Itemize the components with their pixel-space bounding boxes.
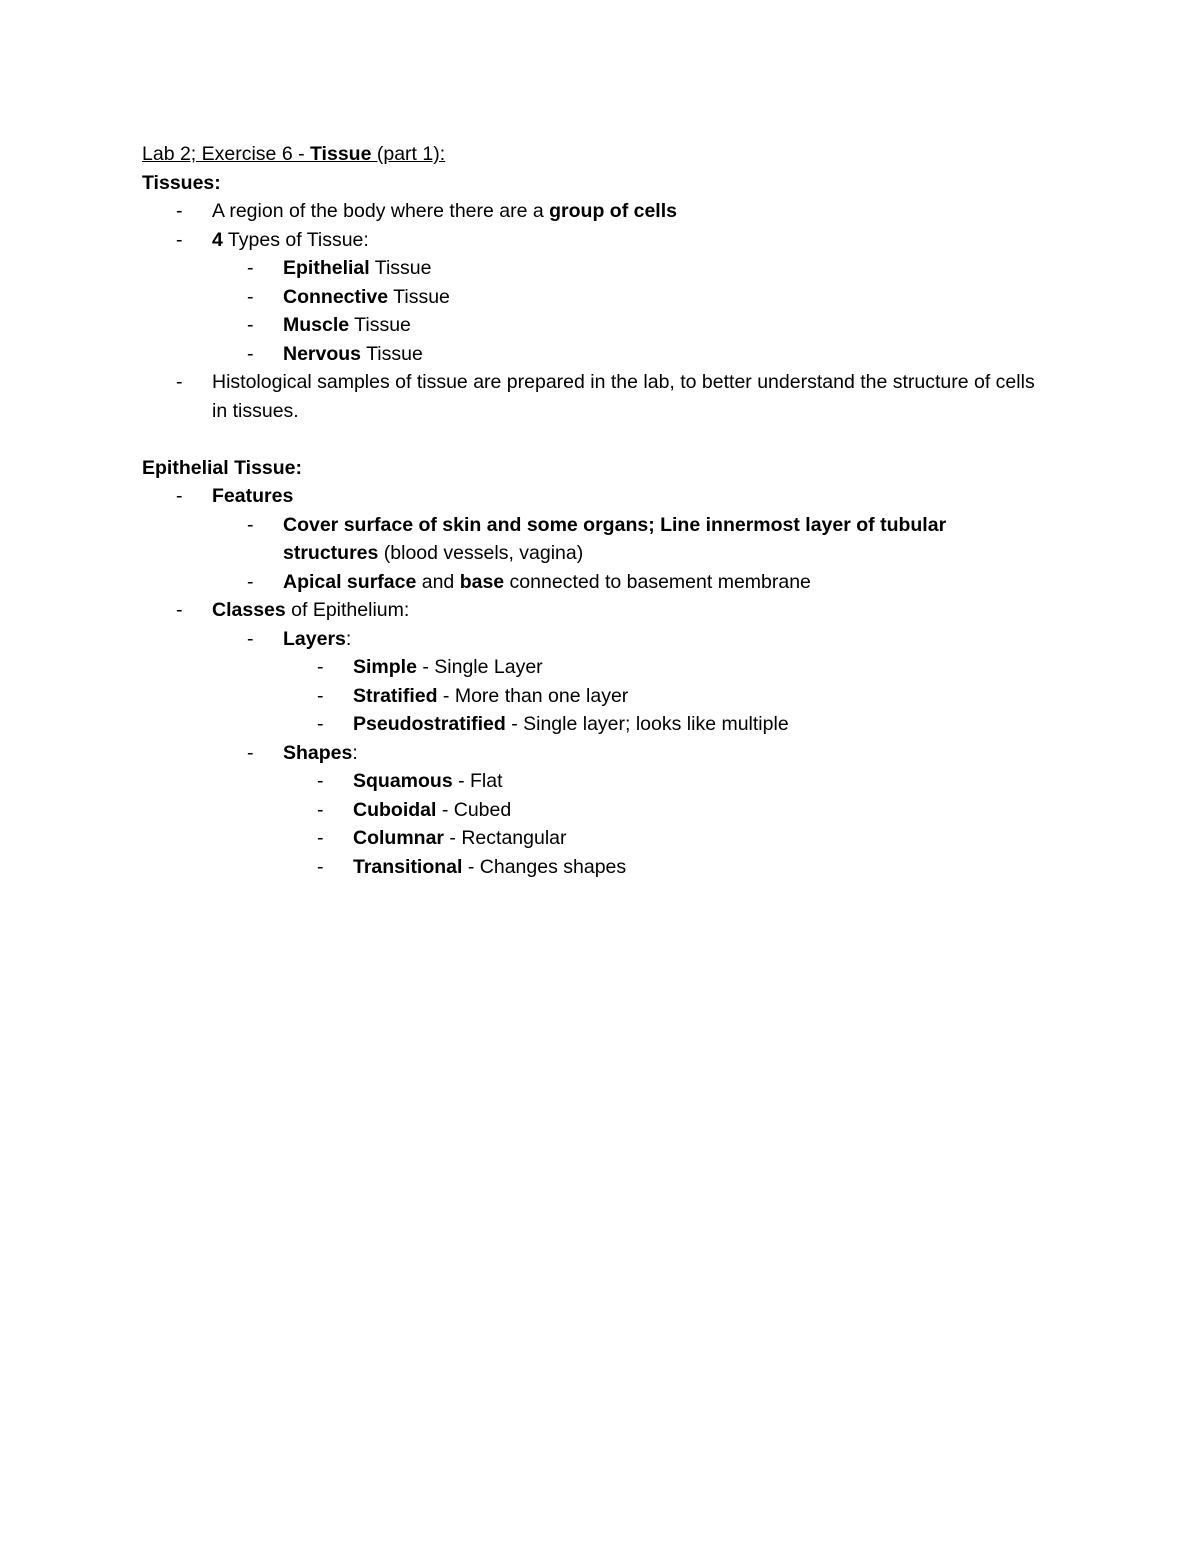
shape-name: Cuboidal [353,798,437,821]
list-item-histological [142,368,1052,425]
tissue-type-name: Nervous [283,342,362,365]
list-item-cover [142,511,1023,568]
base-bold: base [459,570,505,593]
list-item-classes [142,596,1062,625]
cover-text: (blood vessels, vagina) [378,542,584,564]
bullet-dash: - [317,827,324,849]
bullet-dash: - [247,285,254,308]
layer-name: Stratified [353,684,438,707]
title-suffix: (part 1): [371,143,446,165]
list-item-shape [142,853,1062,882]
bullet-dash: - [317,798,324,821]
features-label: Features [212,485,294,507]
cover-bold: Cover surface of skin and some organs; Line innermost layer of tubular structures [283,513,947,564]
tissue-type-name: Muscle [283,314,350,336]
list-item-shape [142,796,1062,825]
shape-name: Transitional [353,855,463,878]
shape-name: Squamous [353,770,453,792]
list-item-shape [142,824,1062,853]
apical-mid: and [416,570,460,593]
list-item-region [142,197,1062,226]
bullet-dash: - [317,855,324,878]
apical-end: connected to basement membrane [504,570,811,593]
shapes-colon: : [352,741,358,764]
document-body [142,140,1062,881]
list-item-tissue-type [142,340,1062,369]
layer-desc: - Single Layer [416,656,543,678]
bullet-dash: - [176,371,183,393]
title-bold: Tissue [310,143,372,165]
shape-desc: - Rectangular [444,827,567,849]
histological-text: Histological samples of tissue are prepared in the lab, to better understand the structure of cells in tissues. [212,371,1035,422]
shape-name: Columnar [353,827,445,849]
tissue-type-suffix: Tissue [349,314,411,336]
list-item-tissue-type [142,283,1062,312]
bullet-dash: - [176,485,183,507]
region-bold: group of cells [549,200,677,222]
list-item-layer [142,653,1062,682]
layers-label: Layers [283,627,346,650]
bullet-dash: - [176,228,183,251]
shape-desc: - Cubed [436,798,512,821]
layer-desc: - Single layer; looks like multiple [505,713,789,735]
epithelial-heading: Epithelial Tissue: [142,456,303,479]
tissue-type-suffix: Tissue [388,285,450,308]
layer-name: Simple [353,656,417,678]
title-prefix: Lab 2; Exercise 6 - [142,143,310,165]
bullet-dash: - [176,200,183,222]
bullet-dash: - [247,314,254,336]
classes-text: of Epithelium: [285,599,410,621]
types-text: Types of Tissue: [222,228,369,251]
layers-colon: : [345,627,352,650]
bullet-dash: - [247,513,254,536]
bullet-dash: - [247,342,254,365]
bullet-dash: - [317,684,324,707]
classes-bold: Classes [212,599,286,621]
list-item-shape [142,767,1062,796]
shape-desc: - Changes shapes [462,855,627,878]
list-item-apical [142,568,1062,597]
page-title [142,140,1062,169]
shapes-label: Shapes [283,741,353,764]
list-item-tissue-type [142,311,1062,340]
tissue-type-suffix: Tissue [369,257,432,279]
list-item-features [142,482,1062,511]
apical-bold: Apical surface [283,570,417,593]
bullet-dash: - [247,570,254,593]
types-count: 4 [212,228,223,251]
bullet-dash: - [247,627,254,650]
bullet-dash: - [317,656,324,678]
bullet-dash: - [247,741,254,764]
bullet-dash: - [247,257,254,279]
list-item-layer [142,682,1062,711]
bullet-dash: - [317,770,324,792]
tissue-type-suffix: Tissue [361,342,423,365]
spacer [142,425,1062,454]
list-item-layers [142,625,1062,654]
bullet-dash: - [176,599,183,621]
list-item-shapes [142,739,1062,768]
list-item-types [142,226,1062,255]
tissues-heading: Tissues: [142,171,221,194]
bullet-dash: - [317,713,324,735]
region-text: A region of the body where there are a [212,200,550,222]
tissue-type-name: Epithelial [283,257,370,279]
layer-name: Pseudostratified [353,713,506,735]
shape-desc: - Flat [452,770,503,792]
tissue-type-name: Connective [283,285,389,308]
list-item-layer [142,710,1062,739]
list-item-tissue-type [142,254,1062,283]
layer-desc: - More than one layer [437,684,629,707]
